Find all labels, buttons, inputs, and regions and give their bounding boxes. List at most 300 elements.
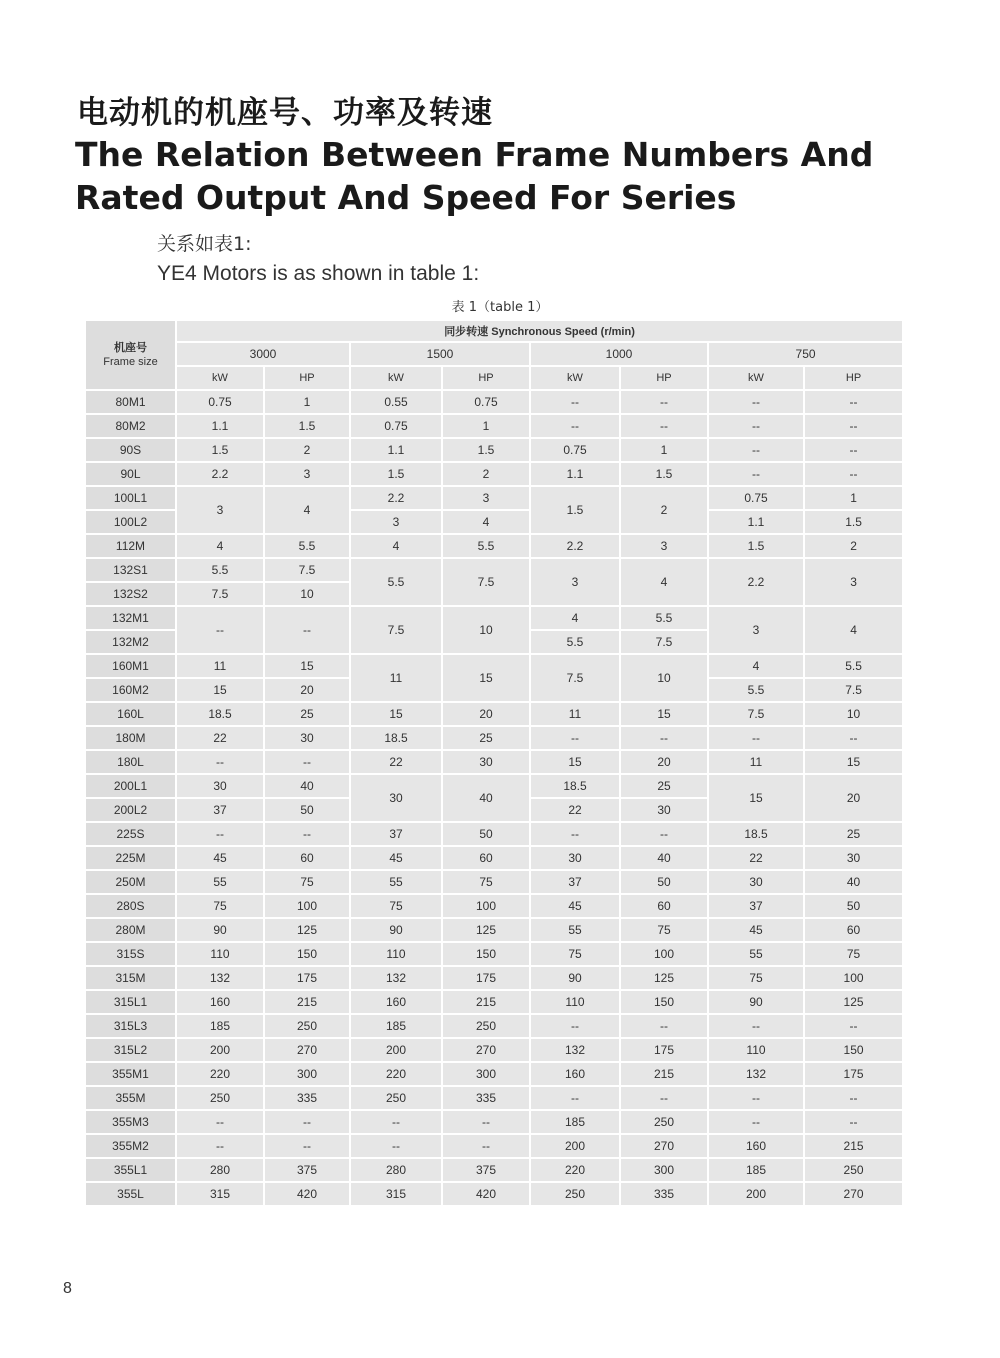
- hp-value-cell: 2: [804, 534, 903, 558]
- page-number: 8: [63, 1280, 72, 1297]
- hp-value-cell: 4: [620, 558, 708, 606]
- kw-value-cell: 315: [176, 1182, 264, 1206]
- table-row: [85, 894, 903, 918]
- kw-value-cell: 160: [530, 1062, 620, 1086]
- kw-value-cell: 280: [176, 1158, 264, 1182]
- hp-value-cell: 20: [620, 750, 708, 774]
- kw-value-cell: --: [530, 1086, 620, 1110]
- kw-value-cell: 18.5: [708, 822, 804, 846]
- hp-value-cell: 40: [804, 870, 903, 894]
- kw-value-cell: 45: [176, 846, 264, 870]
- unit-hp-header: HP: [264, 366, 350, 390]
- frame-size-cell: 180M: [85, 726, 176, 750]
- hp-value-cell: 125: [620, 966, 708, 990]
- hp-value-cell: 250: [620, 1110, 708, 1134]
- hp-value-cell: 2: [442, 462, 530, 486]
- kw-value-cell: 15: [176, 678, 264, 702]
- hp-value-cell: 175: [264, 966, 350, 990]
- unit-kw-header: kW: [708, 366, 804, 390]
- hp-value-cell: 215: [804, 1134, 903, 1158]
- hp-value-cell: 125: [264, 918, 350, 942]
- kw-value-cell: 75: [530, 942, 620, 966]
- speed-3000-header: 3000: [176, 342, 350, 366]
- frame-size-cell: 315S: [85, 942, 176, 966]
- hp-value-cell: 270: [620, 1134, 708, 1158]
- kw-value-cell: --: [708, 462, 804, 486]
- kw-value-cell: 30: [530, 846, 620, 870]
- hp-value-cell: 420: [264, 1182, 350, 1206]
- hp-value-cell: 250: [264, 1014, 350, 1038]
- kw-value-cell: 250: [176, 1086, 264, 1110]
- kw-value-cell: 30: [350, 774, 442, 822]
- hp-value-cell: 30: [264, 726, 350, 750]
- hp-value-cell: --: [804, 438, 903, 462]
- kw-value-cell: 132: [350, 966, 442, 990]
- kw-value-cell: --: [176, 822, 264, 846]
- kw-value-cell: 18.5: [350, 726, 442, 750]
- frame-size-cell: 90L: [85, 462, 176, 486]
- hp-value-cell: 60: [620, 894, 708, 918]
- kw-value-cell: 4: [176, 534, 264, 558]
- hp-value-cell: 1: [264, 390, 350, 414]
- hp-value-cell: --: [804, 1110, 903, 1134]
- kw-value-cell: 7.5: [708, 702, 804, 726]
- kw-value-cell: 250: [350, 1086, 442, 1110]
- table-row: [85, 486, 903, 510]
- hp-value-cell: 25: [804, 822, 903, 846]
- table-row: [85, 654, 903, 678]
- table-row: [85, 390, 903, 414]
- kw-value-cell: 37: [530, 870, 620, 894]
- hp-value-cell: 40: [264, 774, 350, 798]
- hp-value-cell: 1: [620, 438, 708, 462]
- table-row: [85, 1158, 903, 1182]
- frame-size-cell: 355M2: [85, 1134, 176, 1158]
- kw-value-cell: 3: [176, 486, 264, 534]
- frame-size-cell: 280M: [85, 918, 176, 942]
- kw-value-cell: 75: [176, 894, 264, 918]
- unit-kw-header: kW: [530, 366, 620, 390]
- hp-value-cell: --: [620, 726, 708, 750]
- kw-value-cell: 11: [708, 750, 804, 774]
- hp-value-cell: 15: [620, 702, 708, 726]
- frame-size-cell: 355L1: [85, 1158, 176, 1182]
- hp-value-cell: 60: [442, 846, 530, 870]
- kw-value-cell: 185: [708, 1158, 804, 1182]
- hp-value-cell: --: [620, 414, 708, 438]
- frame-speed-table: [84, 319, 904, 1207]
- table-row: [85, 870, 903, 894]
- hp-value-cell: 40: [442, 774, 530, 822]
- table-row: [85, 822, 903, 846]
- kw-value-cell: 55: [176, 870, 264, 894]
- kw-value-cell: 2.2: [708, 558, 804, 606]
- kw-value-cell: --: [708, 726, 804, 750]
- table-row: [85, 1110, 903, 1134]
- frame-size-cell: 160L: [85, 702, 176, 726]
- kw-value-cell: --: [530, 726, 620, 750]
- kw-value-cell: 55: [350, 870, 442, 894]
- kw-value-cell: 250: [530, 1182, 620, 1206]
- hp-value-cell: 10: [804, 702, 903, 726]
- kw-value-cell: 7.5: [530, 654, 620, 702]
- kw-value-cell: 132: [708, 1062, 804, 1086]
- kw-value-cell: 110: [176, 942, 264, 966]
- table-row: [85, 702, 903, 726]
- kw-value-cell: 110: [350, 942, 442, 966]
- hp-value-cell: --: [264, 1110, 350, 1134]
- hp-value-cell: 60: [264, 846, 350, 870]
- table-row: [85, 918, 903, 942]
- frame-size-cell: 132M1: [85, 606, 176, 630]
- frame-size-cell: 160M1: [85, 654, 176, 678]
- hp-value-cell: --: [804, 390, 903, 414]
- frame-size-header-cn: 机座号: [114, 342, 147, 354]
- kw-value-cell: 200: [350, 1038, 442, 1062]
- hp-value-cell: 1: [442, 414, 530, 438]
- hp-value-cell: 75: [620, 918, 708, 942]
- table-row: [85, 462, 903, 486]
- unit-kw-header: kW: [176, 366, 264, 390]
- hp-value-cell: 175: [442, 966, 530, 990]
- kw-value-cell: 30: [708, 870, 804, 894]
- page-title-chinese: 电动机的机座号、功率及转速: [77, 95, 493, 131]
- kw-value-cell: 5.5: [530, 630, 620, 654]
- table-row: [85, 1014, 903, 1038]
- frame-size-cell: 355M1: [85, 1062, 176, 1086]
- kw-value-cell: --: [530, 414, 620, 438]
- kw-value-cell: 110: [708, 1038, 804, 1062]
- kw-value-cell: 160: [350, 990, 442, 1014]
- kw-value-cell: 3: [530, 558, 620, 606]
- hp-value-cell: 3: [804, 558, 903, 606]
- speed-750-header: 750: [708, 342, 903, 366]
- hp-value-cell: --: [264, 822, 350, 846]
- frame-size-cell: 90S: [85, 438, 176, 462]
- kw-value-cell: 220: [530, 1158, 620, 1182]
- kw-value-cell: 22: [350, 750, 442, 774]
- unit-hp-header: HP: [620, 366, 708, 390]
- table-row: [85, 774, 903, 798]
- hp-value-cell: 1.5: [264, 414, 350, 438]
- hp-value-cell: 75: [442, 870, 530, 894]
- hp-value-cell: 335: [264, 1086, 350, 1110]
- hp-value-cell: 10: [264, 582, 350, 606]
- kw-value-cell: 15: [708, 774, 804, 822]
- table-row: [85, 750, 903, 774]
- hp-value-cell: --: [264, 1134, 350, 1158]
- hp-value-cell: 270: [264, 1038, 350, 1062]
- hp-value-cell: 75: [264, 870, 350, 894]
- kw-value-cell: --: [176, 750, 264, 774]
- table-row: [85, 438, 903, 462]
- table-row: [85, 1086, 903, 1110]
- frame-size-cell: 315L1: [85, 990, 176, 1014]
- kw-value-cell: 200: [530, 1134, 620, 1158]
- table-caption: 表 1（table 1）: [451, 300, 549, 315]
- hp-value-cell: 125: [804, 990, 903, 1014]
- table-row: [85, 1038, 903, 1062]
- kw-value-cell: 1.1: [350, 438, 442, 462]
- kw-value-cell: 2.2: [530, 534, 620, 558]
- kw-value-cell: 22: [530, 798, 620, 822]
- frame-speed-table-container: [84, 319, 902, 1207]
- hp-value-cell: --: [804, 726, 903, 750]
- kw-value-cell: --: [176, 606, 264, 654]
- kw-value-cell: 4: [708, 654, 804, 678]
- kw-value-cell: 2.2: [350, 486, 442, 510]
- kw-value-cell: 30: [176, 774, 264, 798]
- hp-value-cell: 335: [620, 1182, 708, 1206]
- kw-value-cell: --: [176, 1110, 264, 1134]
- hp-value-cell: 0.75: [442, 390, 530, 414]
- frame-size-cell: 80M2: [85, 414, 176, 438]
- kw-value-cell: 3: [708, 606, 804, 654]
- kw-value-cell: 0.75: [530, 438, 620, 462]
- frame-size-cell: 132S2: [85, 582, 176, 606]
- kw-value-cell: --: [350, 1110, 442, 1134]
- kw-value-cell: --: [530, 390, 620, 414]
- kw-value-cell: 280: [350, 1158, 442, 1182]
- hp-value-cell: 3: [264, 462, 350, 486]
- hp-value-cell: 50: [442, 822, 530, 846]
- hp-value-cell: 375: [442, 1158, 530, 1182]
- kw-value-cell: 7.5: [176, 582, 264, 606]
- kw-value-cell: 55: [530, 918, 620, 942]
- frame-size-cell: 100L1: [85, 486, 176, 510]
- kw-value-cell: 220: [176, 1062, 264, 1086]
- hp-value-cell: 175: [804, 1062, 903, 1086]
- kw-value-cell: 37: [350, 822, 442, 846]
- frame-size-cell: 315M: [85, 966, 176, 990]
- unit-hp-header: HP: [442, 366, 530, 390]
- table-row: [85, 966, 903, 990]
- kw-value-cell: 4: [530, 606, 620, 630]
- kw-value-cell: --: [708, 1014, 804, 1038]
- hp-value-cell: 7.5: [442, 558, 530, 606]
- hp-value-cell: --: [264, 750, 350, 774]
- kw-value-cell: 90: [530, 966, 620, 990]
- kw-value-cell: 0.75: [176, 390, 264, 414]
- kw-value-cell: 11: [530, 702, 620, 726]
- kw-value-cell: 132: [176, 966, 264, 990]
- hp-value-cell: 2: [264, 438, 350, 462]
- frame-size-cell: 280S: [85, 894, 176, 918]
- frame-size-cell: 100L2: [85, 510, 176, 534]
- kw-value-cell: --: [530, 1014, 620, 1038]
- kw-value-cell: 15: [350, 702, 442, 726]
- kw-value-cell: 200: [708, 1182, 804, 1206]
- hp-value-cell: 25: [620, 774, 708, 798]
- hp-value-cell: 10: [620, 654, 708, 702]
- kw-value-cell: --: [708, 1110, 804, 1134]
- hp-value-cell: 25: [442, 726, 530, 750]
- hp-value-cell: 150: [804, 1038, 903, 1062]
- hp-value-cell: 300: [620, 1158, 708, 1182]
- kw-value-cell: --: [176, 1134, 264, 1158]
- frame-size-cell: 315L3: [85, 1014, 176, 1038]
- hp-value-cell: 15: [264, 654, 350, 678]
- hp-value-cell: 50: [620, 870, 708, 894]
- kw-value-cell: 3: [350, 510, 442, 534]
- hp-value-cell: 30: [442, 750, 530, 774]
- hp-value-cell: 40: [620, 846, 708, 870]
- kw-value-cell: 2.2: [176, 462, 264, 486]
- unit-kw-header: kW: [350, 366, 442, 390]
- hp-value-cell: 15: [804, 750, 903, 774]
- hp-value-cell: 30: [804, 846, 903, 870]
- kw-value-cell: 18.5: [176, 702, 264, 726]
- hp-value-cell: 1.5: [620, 462, 708, 486]
- hp-value-cell: 175: [620, 1038, 708, 1062]
- intro-text-english: YE4 Motors is as shown in table 1:: [157, 262, 480, 285]
- kw-value-cell: 315: [350, 1182, 442, 1206]
- kw-value-cell: 5.5: [350, 558, 442, 606]
- hp-value-cell: --: [804, 1014, 903, 1038]
- kw-value-cell: 22: [176, 726, 264, 750]
- hp-value-cell: --: [442, 1134, 530, 1158]
- hp-value-cell: --: [442, 1110, 530, 1134]
- hp-value-cell: 1.5: [442, 438, 530, 462]
- hp-value-cell: 215: [442, 990, 530, 1014]
- hp-value-cell: 215: [264, 990, 350, 1014]
- kw-value-cell: --: [708, 438, 804, 462]
- synchronous-speed-header: 同步转速 Synchronous Speed (r/min): [176, 320, 903, 342]
- kw-value-cell: 11: [176, 654, 264, 678]
- hp-value-cell: 75: [804, 942, 903, 966]
- hp-value-cell: 250: [442, 1014, 530, 1038]
- kw-value-cell: 110: [530, 990, 620, 1014]
- speed-1500-header: 1500: [350, 342, 530, 366]
- kw-value-cell: 75: [708, 966, 804, 990]
- hp-value-cell: 1.5: [804, 510, 903, 534]
- kw-value-cell: --: [530, 822, 620, 846]
- kw-value-cell: 55: [708, 942, 804, 966]
- kw-value-cell: 15: [530, 750, 620, 774]
- hp-value-cell: 1: [804, 486, 903, 510]
- kw-value-cell: 160: [176, 990, 264, 1014]
- hp-value-cell: --: [620, 390, 708, 414]
- hp-value-cell: 100: [804, 966, 903, 990]
- hp-value-cell: 5.5: [264, 534, 350, 558]
- hp-value-cell: --: [804, 414, 903, 438]
- intro-text-chinese: 关系如表1:: [157, 233, 252, 255]
- hp-value-cell: 300: [442, 1062, 530, 1086]
- hp-value-cell: --: [264, 606, 350, 654]
- hp-value-cell: 2: [620, 486, 708, 534]
- table-row: [85, 942, 903, 966]
- kw-value-cell: 160: [708, 1134, 804, 1158]
- frame-size-cell: 250M: [85, 870, 176, 894]
- hp-value-cell: 100: [442, 894, 530, 918]
- frame-size-cell: 355M3: [85, 1110, 176, 1134]
- kw-value-cell: 200: [176, 1038, 264, 1062]
- kw-value-cell: 220: [350, 1062, 442, 1086]
- hp-value-cell: 270: [804, 1182, 903, 1206]
- kw-value-cell: 90: [176, 918, 264, 942]
- kw-value-cell: 37: [708, 894, 804, 918]
- frame-size-cell: 132S1: [85, 558, 176, 582]
- hp-value-cell: 20: [442, 702, 530, 726]
- hp-value-cell: 7.5: [264, 558, 350, 582]
- hp-value-cell: 5.5: [442, 534, 530, 558]
- frame-size-cell: 180L: [85, 750, 176, 774]
- frame-size-cell: 355M: [85, 1086, 176, 1110]
- kw-value-cell: 90: [708, 990, 804, 1014]
- kw-value-cell: 11: [350, 654, 442, 702]
- hp-value-cell: --: [804, 462, 903, 486]
- hp-value-cell: --: [620, 822, 708, 846]
- kw-value-cell: 45: [350, 846, 442, 870]
- kw-value-cell: 1.1: [708, 510, 804, 534]
- kw-value-cell: 18.5: [530, 774, 620, 798]
- frame-size-header: [85, 320, 176, 390]
- hp-value-cell: 7.5: [620, 630, 708, 654]
- kw-value-cell: 90: [350, 918, 442, 942]
- kw-value-cell: 45: [708, 918, 804, 942]
- kw-value-cell: 75: [350, 894, 442, 918]
- hp-value-cell: 375: [264, 1158, 350, 1182]
- hp-value-cell: 5.5: [620, 606, 708, 630]
- kw-value-cell: 0.75: [708, 486, 804, 510]
- page-title-english: [75, 133, 955, 219]
- table-row: [85, 414, 903, 438]
- frame-size-cell: 315L2: [85, 1038, 176, 1062]
- frame-size-cell: 160M2: [85, 678, 176, 702]
- hp-value-cell: 25: [264, 702, 350, 726]
- hp-value-cell: 3: [620, 534, 708, 558]
- frame-size-cell: 112M: [85, 534, 176, 558]
- hp-value-cell: 420: [442, 1182, 530, 1206]
- hp-value-cell: 150: [620, 990, 708, 1014]
- title-line-1: The Relation Between Frame Numbers And: [75, 135, 874, 174]
- kw-value-cell: 22: [708, 846, 804, 870]
- hp-value-cell: 215: [620, 1062, 708, 1086]
- hp-value-cell: 4: [264, 486, 350, 534]
- kw-value-cell: 1.5: [530, 486, 620, 534]
- hp-value-cell: 300: [264, 1062, 350, 1086]
- table-row: [85, 534, 903, 558]
- hp-value-cell: 60: [804, 918, 903, 942]
- hp-value-cell: --: [620, 1086, 708, 1110]
- kw-value-cell: 4: [350, 534, 442, 558]
- hp-value-cell: 250: [804, 1158, 903, 1182]
- hp-value-cell: 4: [804, 606, 903, 654]
- kw-value-cell: 1.5: [350, 462, 442, 486]
- frame-size-header-en: Frame size: [103, 356, 158, 368]
- table-row: [85, 1134, 903, 1158]
- unit-hp-header: HP: [804, 366, 903, 390]
- hp-value-cell: 10: [442, 606, 530, 654]
- title-line-2: Rated Output And Speed For Series: [75, 178, 737, 217]
- kw-value-cell: 132: [530, 1038, 620, 1062]
- table-row: [85, 606, 903, 630]
- frame-size-cell: 200L1: [85, 774, 176, 798]
- frame-size-cell: 80M1: [85, 390, 176, 414]
- hp-value-cell: 50: [264, 798, 350, 822]
- kw-value-cell: 1.5: [176, 438, 264, 462]
- hp-value-cell: 4: [442, 510, 530, 534]
- kw-value-cell: 0.55: [350, 390, 442, 414]
- kw-value-cell: 5.5: [176, 558, 264, 582]
- table-header: [85, 320, 903, 390]
- table-row: [85, 1062, 903, 1086]
- kw-value-cell: --: [350, 1134, 442, 1158]
- kw-value-cell: 1.5: [708, 534, 804, 558]
- kw-value-cell: 37: [176, 798, 264, 822]
- frame-size-cell: 355L: [85, 1182, 176, 1206]
- kw-value-cell: 185: [350, 1014, 442, 1038]
